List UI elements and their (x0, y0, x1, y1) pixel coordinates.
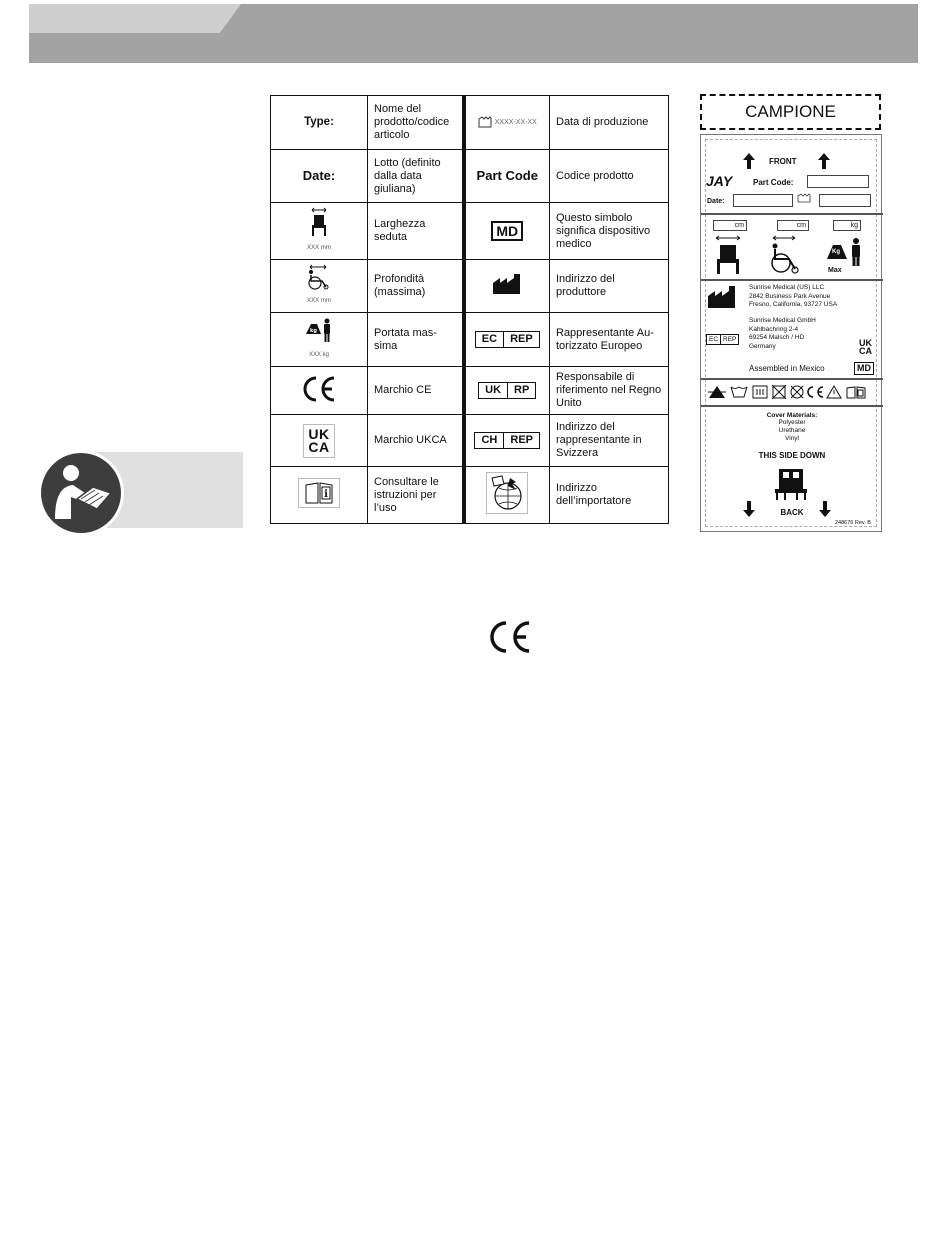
uk-rp-box-left: UK (485, 384, 502, 396)
max-load-cell (271, 313, 368, 367)
medical-device-icon: MD (491, 221, 523, 241)
wash-icon (731, 387, 747, 397)
ch-rep-cell (464, 415, 550, 467)
care-symbols-row (707, 384, 877, 400)
manufacturer-address (749, 284, 837, 310)
up-arrow-icon (818, 153, 830, 169)
seat-depth-icon (304, 264, 334, 290)
seat-depth-icon (765, 235, 805, 275)
manufacture-date-desc: Data di produzione (550, 96, 669, 150)
ce-desc: Marchio CE (368, 367, 464, 415)
uk-rp-desc: Responsabile di riferimento nel Regno Unito (550, 367, 669, 415)
kg-weight-label: Kg (832, 249, 840, 255)
section-divider (701, 213, 883, 215)
ec-rep-right: REP (720, 335, 738, 344)
seat-depth-unit: cm (777, 220, 809, 231)
ec-rep-icon (475, 331, 540, 348)
cover-materials-title: Cover Materials: (766, 412, 818, 419)
max-load-unit: kg (833, 220, 861, 231)
up-arrow-icon (743, 153, 755, 169)
table-row (271, 467, 669, 524)
cover-material-1: Polyester (778, 419, 806, 426)
ukca-top: UK (859, 338, 872, 348)
section-divider (701, 279, 883, 281)
assembled-label: Assembled in Mexico (749, 364, 825, 373)
back-label: BACK (780, 508, 804, 517)
section-divider (701, 405, 883, 407)
md-icon: MD (854, 362, 874, 375)
seat-depth-desc: Profondità (massima) (368, 260, 464, 313)
ukca-bottom: CA (859, 346, 872, 356)
header-tab (29, 4, 241, 33)
cover-material-3: Vinyl (785, 435, 799, 442)
sample-label (700, 94, 882, 534)
ec-rep-address (749, 317, 816, 351)
production-date-field (819, 194, 871, 207)
manufacture-date-icon (478, 116, 492, 128)
ukca-mark-icon (303, 424, 334, 458)
this-side-down-label: THIS SIDE DOWN (758, 451, 826, 460)
ukca-top: UK (308, 425, 330, 442)
manufacturer-line-3: Fresno, California, 93727 USA (749, 301, 838, 308)
manufacturer-cell (464, 260, 550, 313)
ukca-cell (271, 415, 368, 467)
ec-rep-box-left: EC (481, 333, 498, 345)
importer-cell (464, 467, 550, 524)
cushion-back-icon (773, 467, 809, 501)
ce-icon (808, 387, 823, 397)
ch-rep-desc: Indirizzo del rappresentante in Svizzera (550, 415, 669, 467)
importer-desc: Indirizzo dell’importatore (550, 467, 669, 524)
instructions-icon (298, 478, 340, 508)
seat-width-caption: XXX mm (307, 245, 331, 251)
table-row (271, 96, 669, 150)
ukca-mark-icon (859, 339, 872, 355)
uk-rp-icon (478, 382, 536, 399)
no-dryclean-icon (791, 386, 803, 398)
part-code-label: Part Code (476, 167, 538, 183)
table-row (271, 415, 669, 467)
date-field (733, 194, 793, 207)
seat-width-desc: Larghezza seduta (368, 203, 464, 260)
manufacturer-line-1: Sunrise Medical (US) LLC (749, 284, 825, 291)
no-sun-icon (708, 386, 726, 398)
campione-stamp: CAMPIONE (700, 94, 881, 130)
ec-rep-box-right: REP (503, 332, 539, 347)
ukca-bottom: CA (308, 438, 330, 455)
max-label: Max (828, 267, 842, 274)
ec-rep-icon (706, 334, 739, 345)
manufacture-date-icon (797, 193, 811, 203)
instructions-desc: Consultare le istruzioni per l’uso (368, 467, 464, 524)
no-tumble-icon (772, 385, 786, 399)
max-load-icon (304, 318, 334, 344)
manufacturer-line-2: 2842 Business Park Avenue (749, 292, 831, 300)
seat-depth-caption: XXX mm (307, 298, 331, 304)
ce-mark-icon (488, 620, 532, 654)
jay-logo: JAY (706, 173, 733, 189)
type-label: Type: (304, 116, 334, 128)
ec-rep-line-3: 69254 Malsch / HD (749, 334, 805, 341)
uk-rp-cell (464, 367, 550, 415)
cover-material-2: Urethane (778, 427, 806, 434)
ec-rep-cell (464, 313, 550, 367)
ch-rep-box-right: REP (503, 433, 539, 448)
ec-rep-line-2: Kahlbachring 2-4 (749, 325, 799, 333)
ch-rep-icon (474, 432, 540, 449)
uk-rp-box-right: RP (507, 383, 535, 398)
manufacture-date-cell (464, 96, 550, 150)
svg-text:kg: kg (310, 327, 317, 334)
manufacturer-desc: Indirizzo del produttore (550, 260, 669, 313)
cover-materials-list (701, 419, 883, 443)
ukca-desc: Marchio UKCA (368, 415, 464, 467)
dry-icon (753, 386, 767, 398)
section-divider (701, 378, 883, 380)
table-row (271, 203, 669, 260)
importer-icon (486, 472, 528, 514)
ec-rep-desc: Rappresentante Au-torizzato Europeo (550, 313, 669, 367)
md-desc: Questo simbolo significa dispositivo medico (550, 203, 669, 260)
date-field-label: Date: (707, 198, 725, 205)
date-desc: Lotto (definito dalla data giuliana) (368, 150, 464, 203)
date-label-cell (271, 150, 368, 203)
seat-width-cell (271, 203, 368, 260)
symbol-legend-table (270, 95, 669, 524)
part-code-field-label: Part Code: (753, 178, 794, 187)
date-label: Date: (302, 167, 336, 183)
manufacture-date-caption: XXXX-XX-XX (494, 118, 537, 126)
seat-width-icon (310, 207, 328, 237)
type-desc: Nome del prodotto/codice articolo (368, 96, 464, 150)
table-row (271, 150, 669, 203)
table-row (271, 313, 669, 367)
instructions-icon (847, 387, 865, 398)
revision-label: 248676 Rev. B (835, 520, 871, 526)
max-load-caption: XXX kg (308, 351, 329, 358)
front-label: FRONT (769, 157, 797, 166)
read-manual-icon (41, 453, 121, 533)
max-load-desc: Portata mas-sima (368, 313, 464, 367)
instructions-cell (271, 467, 368, 524)
seat-width-unit: cm (713, 220, 747, 231)
md-cell (464, 203, 550, 260)
seat-depth-cell (271, 260, 368, 313)
ch-rep-box-left: CH (481, 434, 498, 446)
part-code-desc: Codice prodotto (550, 150, 669, 203)
warning-icon (827, 386, 841, 398)
ec-rep-line-4: Germany (749, 342, 776, 350)
ec-rep-left: EC (709, 336, 719, 343)
ce-cell (271, 367, 368, 415)
manufacturer-icon (492, 273, 522, 295)
seat-width-icon (713, 235, 743, 275)
type-label-cell (271, 96, 368, 150)
label-body (700, 134, 882, 532)
table-row (271, 367, 669, 415)
manufacturer-icon (707, 285, 737, 309)
part-code-cell (464, 150, 550, 203)
svg-text:i: i (324, 489, 328, 500)
ec-rep-line-1: Sunrise Medical GmbH (749, 317, 816, 324)
ce-mark-icon (302, 376, 336, 402)
part-code-field (807, 175, 869, 188)
table-row (271, 260, 669, 313)
max-load-icon (825, 237, 865, 267)
